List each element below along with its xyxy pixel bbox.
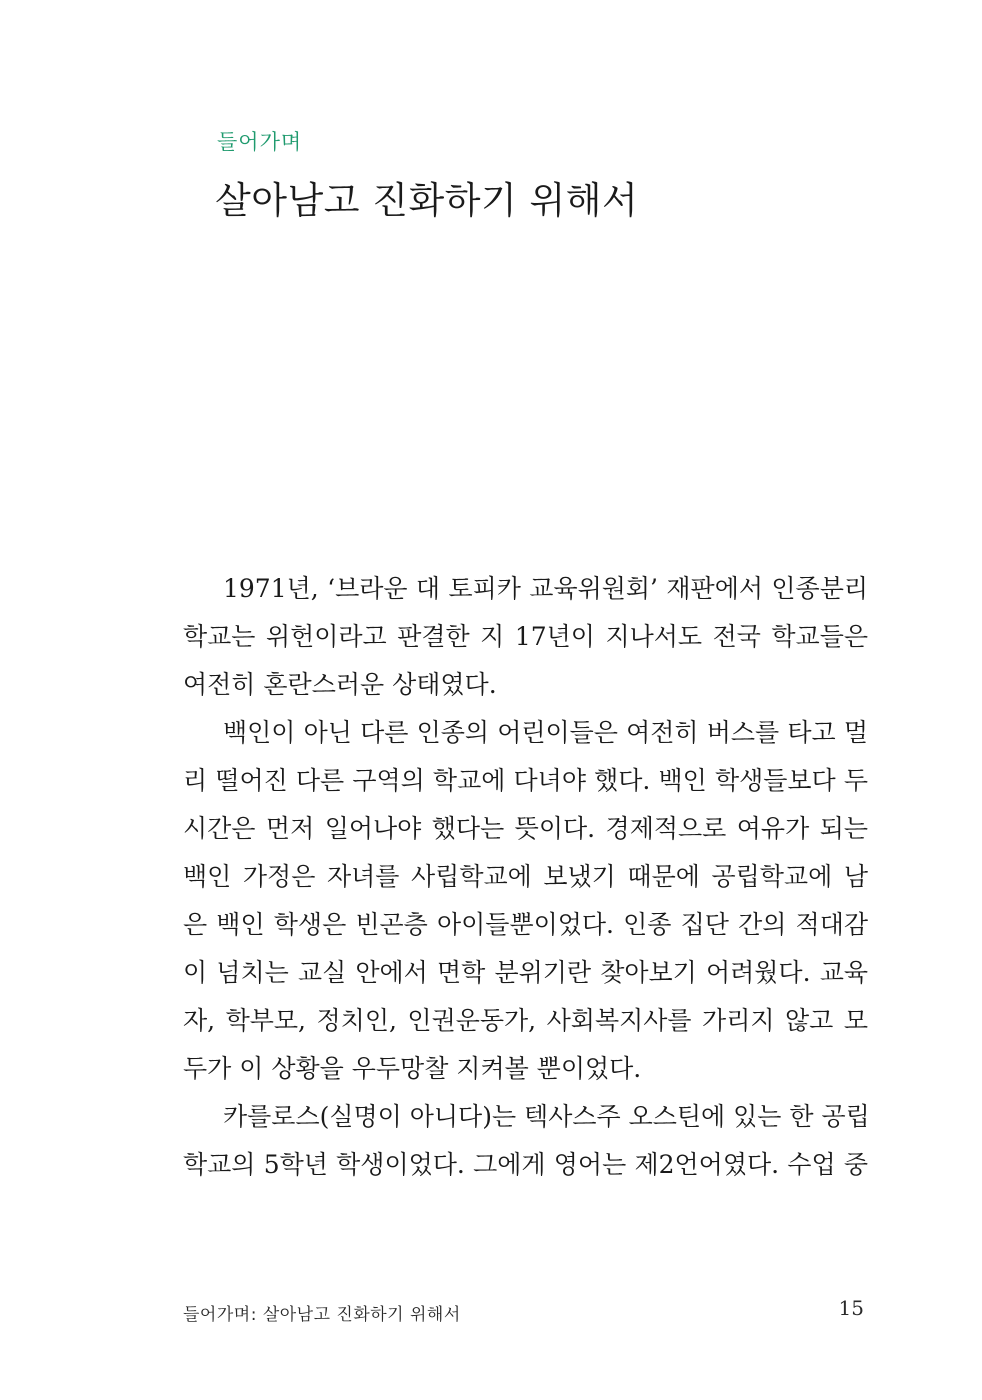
body-line: 학교는 위헌이라고 판결한 지 17년이 지나서도 전국 학교들은: [183, 622, 868, 651]
page-number: 15: [838, 1296, 864, 1320]
body-line: 1971년, ‘브라운 대 토피카 교육위원회’ 재판에서 인종분리: [223, 574, 868, 603]
body-line: 백인이 아닌 다른 인종의 어린이들은 여전히 버스를 타고 멀: [223, 718, 868, 747]
body-text: [183, 565, 868, 1189]
body-line: 이 넘치는 교실 안에서 면학 분위기란 찾아보기 어려웠다. 교육: [183, 958, 868, 987]
chapter-title: 살아남고 진화하기 위해서: [215, 179, 639, 222]
body-line: 카를로스(실명이 아니다)는 텍사스주 오스틴에 있는 한 공립: [223, 1102, 870, 1131]
body-line: 백인 가정은 자녀를 사립학교에 보냈기 때문에 공립학교에 남: [183, 862, 868, 891]
body-line: 여전히 혼란스러운 상태였다.: [183, 670, 497, 699]
body-line: 은 백인 학생은 빈곤층 아이들뿐이었다. 인종 집단 간의 적대감: [183, 910, 868, 939]
body-line: 학교의 5학년 학생이었다. 그에게 영어는 제2언어였다. 수업 중: [183, 1150, 868, 1179]
body-line: 리 떨어진 다른 구역의 학교에 다녀야 했다. 백인 학생들보다 두: [183, 766, 868, 795]
body-line: 자, 학부모, 정치인, 인권운동가, 사회복지사를 가리지 않고 모: [183, 1006, 868, 1035]
chapter-label: 들어가며: [217, 130, 303, 154]
body-line: 시간은 먼저 일어나야 했다는 뜻이다. 경제적으로 여유가 되는: [183, 814, 868, 843]
body-line: 두가 이 상황을 우두망찰 지켜볼 뿐이었다.: [183, 1054, 642, 1083]
running-footer: 들어가며: 살아남고 진화하기 위해서: [183, 1305, 461, 1325]
